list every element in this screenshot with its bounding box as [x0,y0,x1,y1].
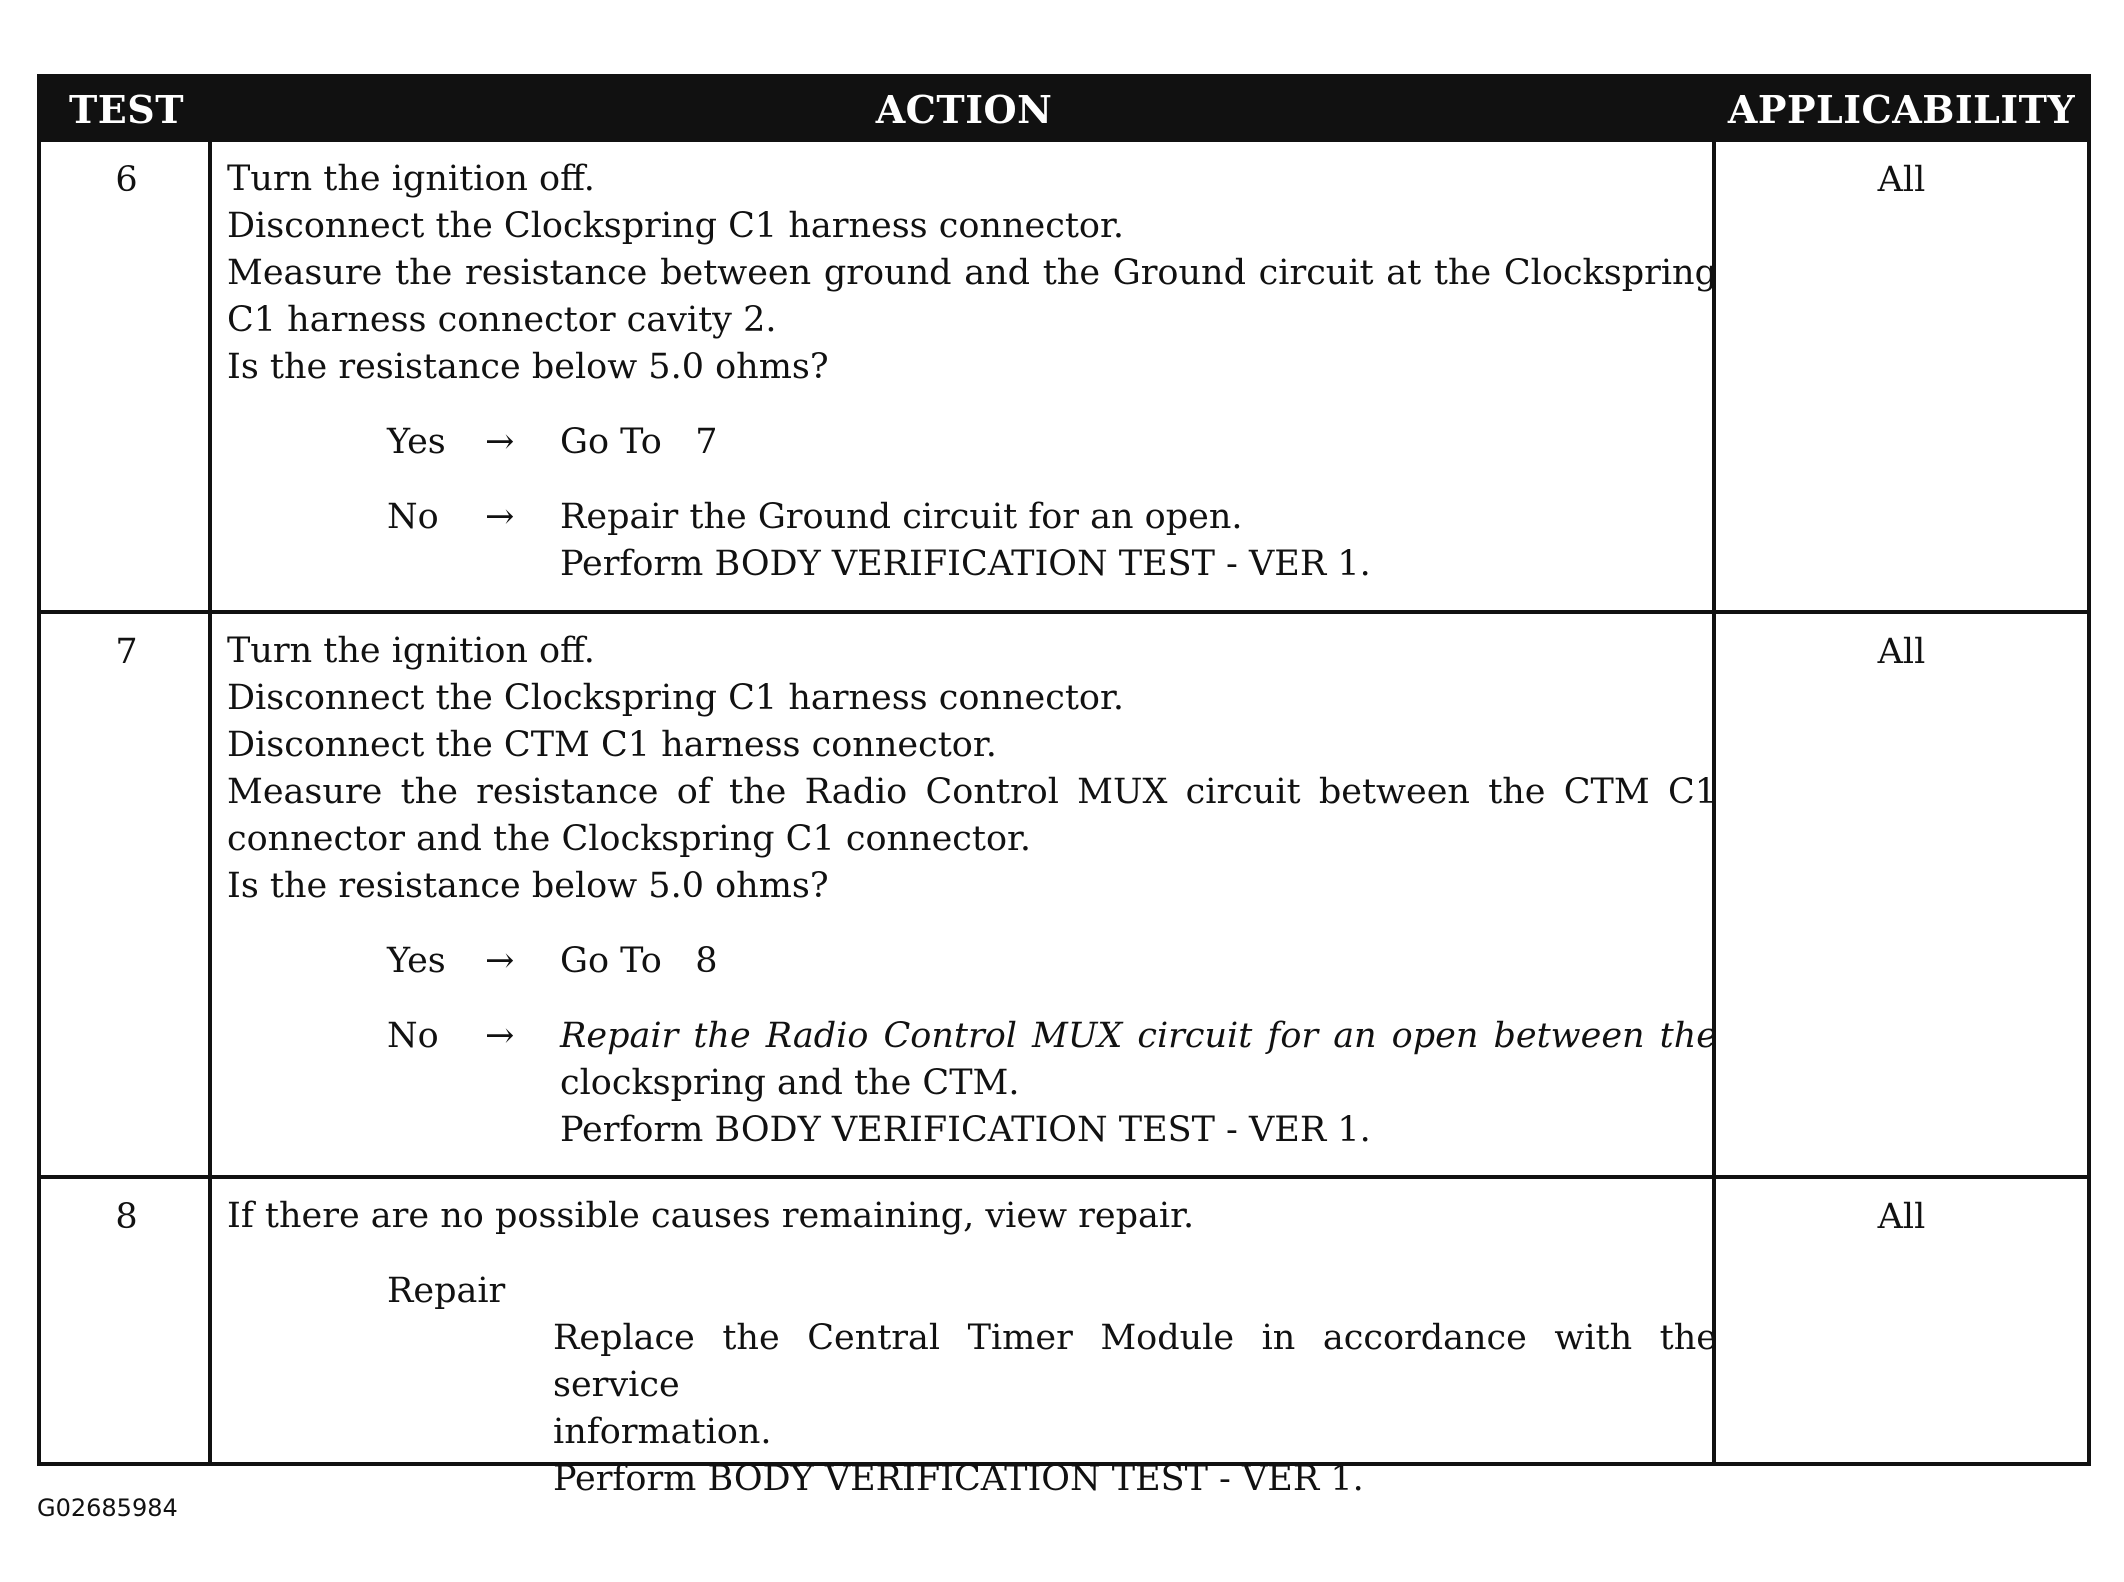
repair-line: Perform BODY VERIFICATION TEST - VER 1. [553,1459,1364,1499]
table-row-test-8 [41,1179,2087,1499]
action-cell [227,156,1717,588]
diagnostic-test-table [37,74,2091,1499]
arrow-right-icon: → [485,422,515,462]
yes-label: Yes [387,941,446,981]
yes-label: Yes [387,422,446,462]
action-line: Turn the ignition off. [227,159,595,199]
yes-goto: Go To 8 [560,941,718,981]
header-test: TEST [69,87,184,132]
yes-branch [227,938,1717,985]
action-line: Turn the ignition off. [227,631,595,671]
no-action [560,494,1717,588]
no-branch [227,494,1717,588]
applicability-cell: All [1877,1197,1926,1237]
applicability-cell: All [1877,632,1926,672]
action-line: connector and the Clockspring C1 connector. [227,819,1032,859]
repair-label: Repair [387,1271,506,1311]
header-action: ACTION [875,87,1053,132]
no-branch [227,1013,1717,1154]
yes-goto: Go To 7 [560,422,718,462]
no-action-line: Repair the Radio Control MUX circuit for an open between the [560,1016,1717,1056]
table-row-test-7 [41,614,2087,1175]
no-action-line: Perform BODY VERIFICATION TEST - VER 1. [560,544,1371,584]
no-action [560,1013,1717,1154]
action-line: C1 harness connector cavity 2. [227,300,777,340]
arrow-right-icon: → [485,941,515,981]
action-line: Measure the resistance of the Radio Control MUX circuit between the CTM C1 [227,772,1717,812]
no-action-line: Repair the Ground circuit for an open. [560,497,1243,537]
action-line: Disconnect the Clockspring C1 harness connector. [227,678,1124,718]
header-applicability: APPLICABILITY [1727,87,2076,132]
figure-id: G02685984 [37,1494,178,1522]
no-action-line: Perform BODY VERIFICATION TEST - VER 1. [560,1110,1371,1150]
action-line: Disconnect the CTM C1 harness connector. [227,725,997,765]
test-number: 8 [115,1197,138,1237]
action-cell [227,1193,1717,1503]
repair-action [553,1315,1717,1503]
yes-branch [227,419,1717,466]
arrow-right-icon: → [485,497,515,537]
table-row-test-6 [41,142,2087,610]
applicability-cell: All [1877,160,1926,200]
action-line: Is the resistance below 5.0 ohms? [227,866,829,906]
no-label: No [387,1016,439,1056]
no-action-line: clockspring and the CTM. [560,1063,1020,1103]
action-line: Measure the resistance between ground and the Ground circuit at the Clockspring [227,253,1717,293]
no-label: No [387,497,439,537]
arrow-right-icon: → [485,1016,515,1056]
action-line: Is the resistance below 5.0 ohms? [227,347,829,387]
action-cell [227,628,1717,1154]
test-number: 6 [115,160,138,200]
action-line: Disconnect the Clockspring C1 harness connector. [227,206,1124,246]
repair-line: Replace the Central Timer Module in accordance with the service [553,1318,1717,1405]
test-number: 7 [115,632,138,672]
table-header [41,78,2087,142]
repair-line: information. [553,1412,772,1452]
action-line: If there are no possible causes remaining, view repair. [227,1196,1195,1236]
